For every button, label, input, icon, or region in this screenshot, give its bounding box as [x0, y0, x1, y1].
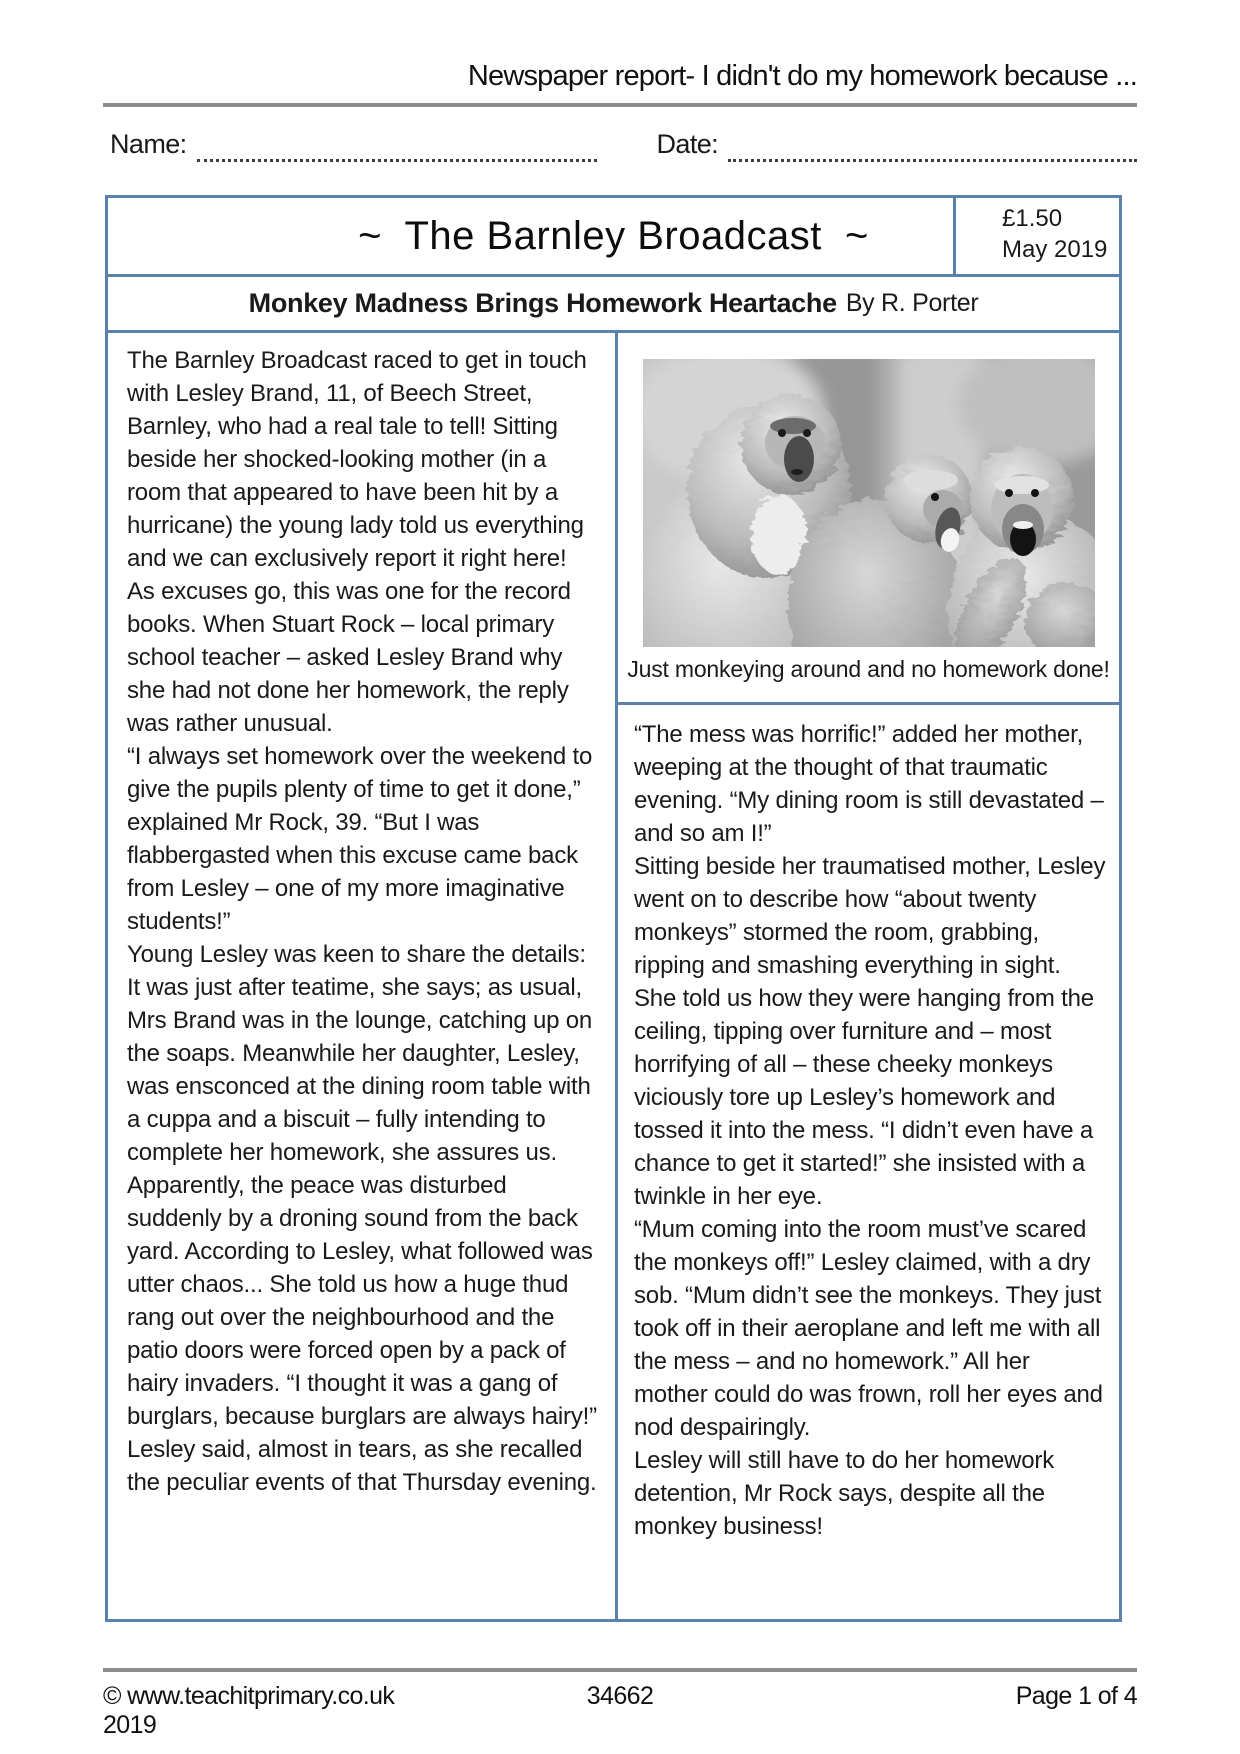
photo-box — [618, 333, 1119, 705]
copyright-text: © www.teachitprimary.co.uk 2019 — [103, 1682, 395, 1739]
paragraph: Young Lesley was keen to share the details: It was just after teatime, she says; as usual, Mrs Brand was in the lounge, catching up on the soaps. Meanwhile her daughter, Lesley, was ensconced at the dining room table with a cuppa and a biscuit – fully intending to complete her homework, she assures us. Apparently, the peace was disturbed suddenly by a droning sound from the back yard. According to Lesley, what followed was utter chaos... She told us how a huge thud rang out over the neighbourhood and the patio doors were forced open by a pack of hairy invaders. “I thought it was a gang of burglars, because burglars are always hairy!” Lesley said, almost in tears, as she recalled the peculiar events of that Thursday evening. — [127, 941, 597, 1496]
paragraph: “I always set homework over the weekend to give the pupils plenty of time to get it done,” explained Mr Rock, 39. “But I was flabbergasted when this excuse came back from Lesley – one of my more imaginative students!” — [127, 743, 593, 935]
header-rule — [103, 103, 1137, 107]
monkeys-photo — [643, 359, 1095, 647]
byline: By R. Porter — [845, 289, 979, 317]
paragraph: “Mum coming into the room must’ve scared the monkeys off!” Lesley claimed, with a dry sob. “Mum didn’t see the monkeys. They just took off in their aeroplane and left me with all the mess – and no homework.” All her mother could do was frown, roll her eyes and nod despairingly. — [634, 1216, 1103, 1441]
name-write-line — [197, 135, 597, 162]
headline: Monkey Madness Brings Homework Heartache — [248, 288, 837, 318]
paragraph: Lesley will still have to do her homework detention, Mr Rock says, despite all the monkey business! — [634, 1447, 1054, 1540]
photo-caption: Just monkeying around and no homework done! — [627, 656, 1110, 682]
article-column-right-text — [618, 705, 1119, 1619]
article-columns — [108, 333, 1119, 1619]
name-date-row — [110, 122, 1137, 162]
name-label: Name: — [110, 129, 187, 159]
paragraph: “The mess was horrific!” added her mother, weeping at the thought of that traumatic evening. “My dining room is still devastated – and so am I!” — [634, 721, 1104, 847]
footer — [103, 1682, 1137, 1740]
resource-id: 34662 — [586, 1682, 654, 1710]
price-cell — [953, 198, 1119, 274]
worksheet-title: Newspaper report- I didn't do my homework because ... — [467, 60, 1137, 92]
price: £1.50 — [1002, 205, 1063, 232]
page-number: Page 1 of 4 — [1015, 1682, 1138, 1710]
date-label: Date: — [656, 129, 719, 159]
masthead-row — [108, 198, 1119, 277]
paragraph: Sitting beside her traumatised mother, Lesley went on to describe how “about twenty monkeys” stormed the room, grabbing, ripping and smashing everything in sight. She told us how they were hanging from the ceiling, tipping over furniture and – most horrifying of all – these cheeky monkeys viciously tore up Lesley’s homework and tossed it into the mess. “I didn’t even have a chance to get it started!” she insisted with a twinkle in her eye. — [634, 853, 1106, 1210]
paragraph: As excuses go, this was one for the record books. When Stuart Rock – local primary school teacher – asked Lesley Brand why she had not done her homework, the reply was rather unusual. — [127, 578, 571, 737]
article-column-right — [618, 333, 1119, 1619]
newspaper-name: ~ The Barnley Broadcast ~ — [358, 213, 869, 258]
newspaper-frame — [105, 195, 1122, 1622]
headline-row — [108, 277, 1119, 333]
footer-rule — [103, 1668, 1137, 1672]
paragraph: The Barnley Broadcast raced to get in touch with Lesley Brand, 11, of Beech Street, Barnley, who had a real tale to tell! Sitting beside her shocked-looking mother (in a room that appeared to have been hit by a hurricane) the young lady told us everything and we can exclusively report it right here! — [127, 347, 587, 572]
issue-date: May 2019 — [1002, 236, 1108, 263]
article-column-left — [108, 333, 618, 1619]
date-write-line — [728, 135, 1137, 162]
